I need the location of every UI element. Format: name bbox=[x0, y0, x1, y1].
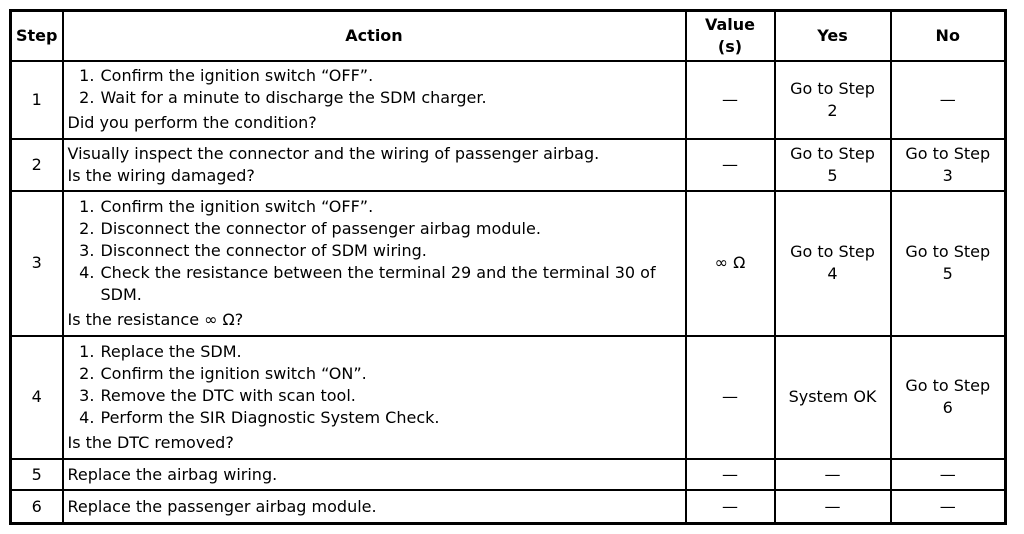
no-cell: Go to Step 3 bbox=[891, 139, 1006, 191]
step-number: 3 bbox=[11, 191, 63, 336]
step-number: 1 bbox=[11, 61, 63, 139]
step-number: 4 bbox=[11, 336, 63, 460]
action-cell bbox=[63, 336, 686, 460]
value-cell: ∞ Ω bbox=[686, 191, 775, 336]
value-cell: — bbox=[686, 336, 775, 460]
table-row bbox=[11, 191, 1006, 336]
diagnostic-table bbox=[9, 9, 1007, 525]
header-value: Value (s) bbox=[686, 11, 775, 61]
value-cell: — bbox=[686, 61, 775, 139]
action-item: 2. Disconnect the connector of passenger airbag module. bbox=[100, 218, 681, 240]
yes-cell: — bbox=[775, 459, 891, 490]
yes-cell: — bbox=[775, 490, 891, 523]
table-row bbox=[11, 336, 1006, 460]
header-no: No bbox=[891, 11, 1006, 61]
action-cell bbox=[63, 191, 686, 336]
no-cell: — bbox=[891, 459, 1006, 490]
no-cell: Go to Step 5 bbox=[891, 191, 1006, 336]
header-step: Step bbox=[11, 11, 63, 61]
action-cell: Replace the passenger airbag module. bbox=[63, 490, 686, 523]
action-item: 1. Confirm the ignition switch “OFF”. bbox=[100, 196, 681, 218]
yes-cell: Go to Step 2 bbox=[775, 61, 891, 139]
action-item: 3. Disconnect the connector of SDM wiring. bbox=[100, 240, 681, 262]
no-cell: Go to Step 6 bbox=[891, 336, 1006, 460]
no-cell: — bbox=[891, 490, 1006, 523]
yes-cell: Go to Step 5 bbox=[775, 139, 891, 191]
action-question: Did you perform the condition? bbox=[67, 113, 317, 133]
header-yes: Yes bbox=[775, 11, 891, 61]
action-cell bbox=[63, 61, 686, 139]
action-item: 2. Wait for a minute to discharge the SDM charger. bbox=[100, 87, 681, 109]
action-list bbox=[68, 196, 681, 306]
value-cell: — bbox=[686, 139, 775, 191]
action-item: 2. Confirm the ignition switch “ON”. bbox=[100, 363, 681, 385]
yes-cell: System OK bbox=[775, 336, 891, 460]
action-question: Is the resistance ∞ Ω? bbox=[67, 309, 244, 329]
table-row bbox=[11, 459, 1006, 490]
step-number: 6 bbox=[11, 490, 63, 523]
action-cell: Replace the airbag wiring. bbox=[63, 459, 686, 490]
action-item: 4. Perform the SIR Diagnostic System Check. bbox=[100, 407, 681, 429]
table-row bbox=[11, 490, 1006, 523]
yes-cell: Go to Step 4 bbox=[775, 191, 891, 336]
no-cell: — bbox=[891, 61, 1006, 139]
action-list bbox=[68, 341, 681, 429]
action-item: 1. Replace the SDM. bbox=[100, 341, 681, 363]
action-list bbox=[68, 65, 681, 109]
action-item: 4. Check the resistance between the terminal 29 and the terminal 30 of SDM. bbox=[100, 262, 681, 306]
value-cell: — bbox=[686, 459, 775, 490]
action-question: Is the DTC removed? bbox=[67, 432, 234, 452]
step-number: 2 bbox=[11, 139, 63, 191]
header-action: Action bbox=[63, 11, 686, 61]
action-item: 3. Remove the DTC with scan tool. bbox=[100, 385, 681, 407]
value-cell: — bbox=[686, 490, 775, 523]
action-cell: Visually inspect the connector and the wiring of passenger airbag. Is the wiring damaged? bbox=[63, 139, 686, 191]
header-row bbox=[11, 11, 1006, 61]
step-number: 5 bbox=[11, 459, 63, 490]
action-item: 1. Confirm the ignition switch “OFF”. bbox=[100, 65, 681, 87]
table-row bbox=[11, 139, 1006, 191]
table-row bbox=[11, 61, 1006, 139]
